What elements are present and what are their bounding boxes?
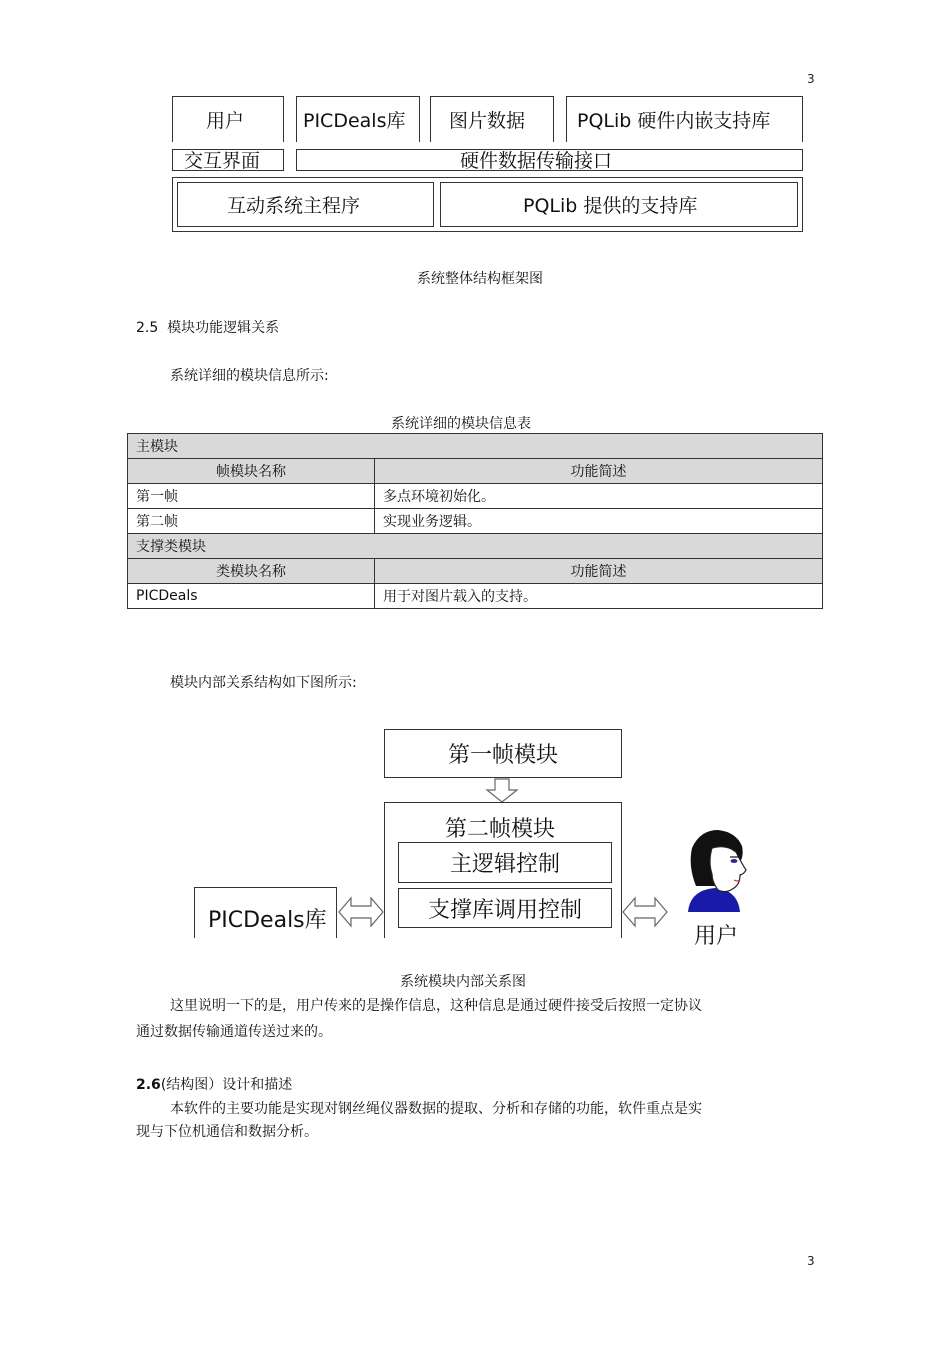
module-table [127, 433, 823, 609]
internal-intro: 模块内部关系结构如下图所示: [170, 675, 357, 691]
section-2-5-heading: 2.5 模块功能逻辑关系 [136, 320, 280, 336]
right-double-arrow-icon [621, 895, 669, 929]
table-header-row [128, 459, 823, 484]
table-row [128, 584, 823, 609]
section-2-6-line-2: 现与下位机通信和数据分析。 [136, 1124, 318, 1140]
picdeals-lib-label: PICDeals库 [208, 908, 327, 933]
main-logic-box [398, 842, 612, 883]
explanation-line-1: 这里说明一下的是，用户传来的是操作信息，这种信息是通过硬件接受后按照一定协议 [170, 998, 702, 1014]
table-cell: 第一帧 [128, 484, 375, 509]
table-group-row [128, 534, 823, 559]
down-arrow-icon [484, 778, 520, 804]
left-double-arrow-icon [337, 895, 385, 929]
module-table-caption: 系统详细的模块信息表 [391, 416, 531, 432]
table-group-title: 主模块 [128, 434, 823, 459]
arch-label-picdeals: PICDeals库 [303, 110, 406, 132]
table-header-cell: 帧模块名称 [128, 459, 375, 484]
architecture-caption: 系统整体结构框架图 [417, 271, 543, 287]
section-2-6-number: 2.6 [136, 1077, 161, 1093]
table-header-row [128, 559, 823, 584]
arch-label-interface: 交互界面 [184, 150, 261, 172]
frame1-module-box [384, 729, 622, 778]
arch-label-hw-transfer: 硬件数据传输接口 [460, 150, 613, 172]
page-number-bottom: 3 [807, 1254, 815, 1268]
support-call-label: 支撑库调用控制 [427, 897, 582, 923]
arch-label-user: 用户 [206, 110, 245, 132]
table-row [128, 484, 823, 509]
user-avatar-icon [678, 826, 752, 912]
explanation-line-2: 通过数据传输通道传送过来的。 [136, 1024, 332, 1040]
section-2-6-heading [136, 1074, 292, 1094]
table-header-cell: 类模块名称 [128, 559, 375, 584]
table-cell: PICDeals [128, 584, 375, 609]
table-row [128, 509, 823, 534]
table-cell: 用于对图片载入的支持。 [375, 584, 823, 609]
section-2-6-line-1: 本软件的主要功能是实现对钢丝绳仪器数据的提取、分析和存储的功能，软件重点是实 [170, 1101, 702, 1117]
section-2-5-intro: 系统详细的模块信息所示: [170, 368, 329, 384]
table-cell: 多点环境初始化。 [375, 484, 823, 509]
arch-label-image-data: 图片数据 [449, 110, 526, 132]
support-call-box [398, 888, 612, 928]
table-group-title: 支撑类模块 [128, 534, 823, 559]
table-cell: 第二帧 [128, 509, 375, 534]
user-label: 用户 [694, 924, 739, 949]
frame1-module-label: 第一帧模块 [447, 743, 558, 768]
table-group-row [128, 434, 823, 459]
main-logic-label: 主逻辑控制 [449, 852, 560, 877]
frame2-module-label: 第二帧模块 [445, 817, 556, 842]
table-cell: 实现业务逻辑。 [375, 509, 823, 534]
internal-diagram-caption: 系统模块内部关系图 [400, 974, 526, 990]
arch-label-pqlib-hw: PQLib 硬件内嵌支持库 [577, 110, 771, 132]
table-header-cell: 功能简述 [375, 459, 823, 484]
arch-label-pqlib-support: PQLib 提供的支持库 [523, 195, 698, 217]
arch-label-main-program: 互动系统主程序 [227, 195, 361, 217]
table-header-cell: 功能简述 [375, 559, 823, 584]
section-2-6-title: (结构图）设计和描述 [160, 1077, 293, 1093]
page-number-top: 3 [807, 72, 815, 86]
